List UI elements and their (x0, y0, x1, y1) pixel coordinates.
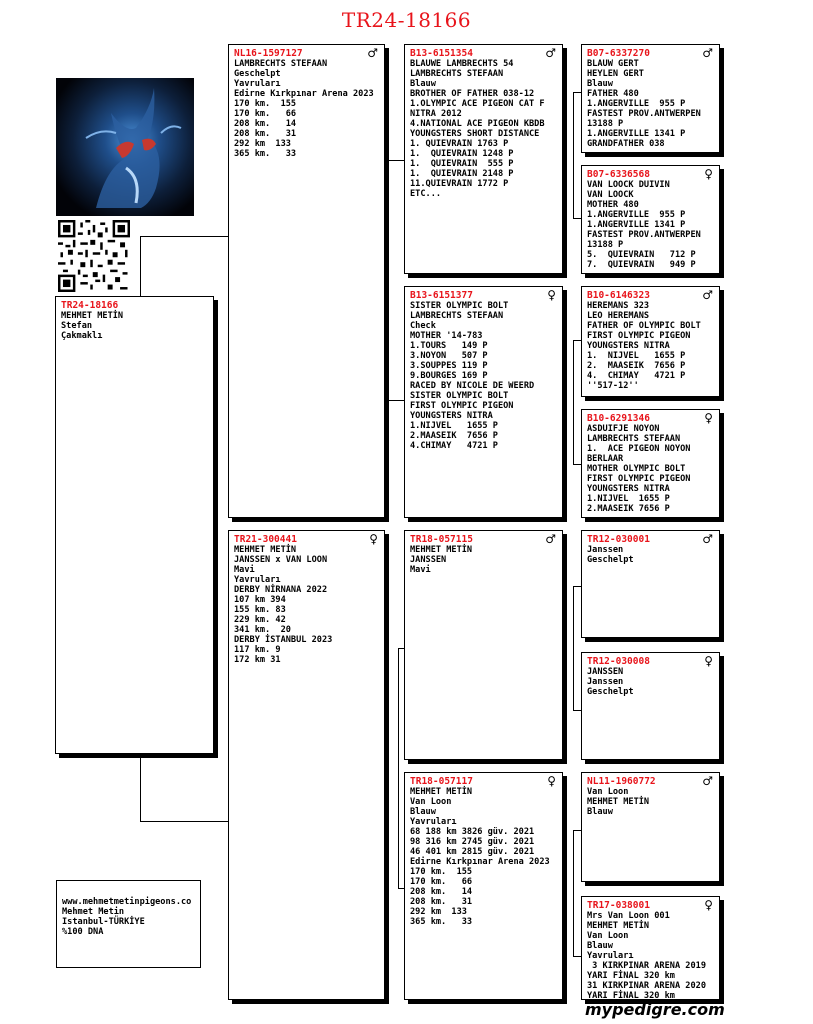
dragon-image (56, 78, 194, 216)
male-icon: ♂ (702, 532, 713, 546)
pedigree-line: 46 401 km 2815 güv. 2021 (410, 847, 535, 857)
pedigree-line: Janssen (587, 677, 624, 687)
pedigree-line: HEREMANS 323 (587, 301, 650, 311)
pedigree-line: LAMBRECHTS STEFAAN (410, 69, 504, 79)
sire-sire-lines (410, 59, 557, 199)
pedigree-line: Check (410, 321, 436, 331)
ddd-card[interactable] (581, 896, 720, 1000)
pedigree-line: Mrs Van Loon 001 (587, 911, 670, 921)
sire-card[interactable] (228, 44, 385, 518)
sss-card[interactable] (581, 44, 720, 153)
pedigree-line: Yavruları (234, 79, 281, 89)
sire-dam-card[interactable] (404, 286, 563, 518)
connector-line (140, 821, 229, 822)
dsd-lines (587, 667, 714, 697)
pedigree-line: 5. QUIEVRAIN 712 P (587, 250, 696, 260)
pedigree-line: 208 km. 14 (234, 119, 297, 129)
pedigree-line: YARI FİNAL 320 km (587, 971, 675, 981)
ddd-ring: TR17-038001 (587, 900, 650, 911)
pedigree-line: Geschelpt (587, 687, 634, 697)
male-icon: ♂ (545, 532, 556, 546)
sdd-lines (587, 424, 714, 514)
dam-sire-card[interactable] (404, 530, 563, 760)
ssd-lines (587, 180, 714, 270)
pedigree-line: YOUNGSTERS SHORT DISTANCE (410, 129, 540, 139)
pedigree-line: 13188 P (587, 240, 624, 250)
pedigree-line: YOUNGSTERS NITRA (587, 341, 670, 351)
pedigree-line: NITRA 2012 (410, 109, 462, 119)
pedigree-line: JANSSEN x VAN LOON (234, 555, 328, 565)
pedigree-line: 1. ACE PIGEON NOYON (587, 444, 691, 454)
dds-ring: NL11-1960772 (587, 776, 656, 787)
pedigree-line: 1. NIJVEL 1655 P (587, 351, 686, 361)
connector-line (140, 236, 229, 237)
pedigree-line: Mavi (234, 565, 255, 575)
pedigree-line: MOTHER 480 (587, 200, 639, 210)
dss-card[interactable] (581, 530, 720, 638)
pedigree-line: 1. QUIEVRAIN 555 P (410, 159, 514, 169)
female-icon: ♀ (547, 774, 556, 788)
dam-card[interactable] (228, 530, 385, 1000)
sss-lines (587, 59, 714, 149)
pedigree-line: Van Loon (410, 797, 452, 807)
pedigree-line: 1.ANGERVILLE 1341 P (587, 220, 686, 230)
male-icon: ♂ (545, 46, 556, 60)
pedigree-line: ASDUIFJE NOYON (587, 424, 660, 434)
pedigree-line: RACED BY NICOLE DE WEERD (410, 381, 535, 391)
pedigree-line: 170 km. 66 (234, 109, 297, 119)
subject-line: Çakmaklı (61, 331, 103, 341)
pedigree-line: BERLAAR (587, 454, 624, 464)
sire-dam-ring: B13-6151377 (410, 290, 473, 301)
pedigree-line: 7. QUIEVRAIN 949 P (587, 260, 696, 270)
pedigree-line: 292 km 133 (410, 907, 467, 917)
website-link[interactable]: www.mehmetmetinpigeons.co (62, 897, 192, 907)
male-icon: ♂ (367, 46, 378, 60)
pedigree-line: LAMBRECHTS STEFAAN (234, 59, 328, 69)
pedigree-line: Blauw (410, 807, 436, 817)
connector-line (573, 586, 574, 710)
pedigree-line: LEO HEREMANS (587, 311, 650, 321)
dam-dam-card[interactable] (404, 772, 563, 1000)
pedigree-line: 341 km. 20 (234, 625, 291, 635)
pedigree-line: FIRST OLYMPIC PIGEON (587, 474, 691, 484)
pedigree-line: FASTEST PROV.ANTWERPEN (587, 109, 701, 119)
breeder-info-box (56, 880, 201, 968)
pedigree-line: ETC... (410, 189, 442, 199)
pedigree-line: MEHMET METİN (234, 545, 297, 555)
connector-line (573, 92, 574, 218)
pedigree-line: Edirne Kırkpınar Arena 2023 (410, 857, 550, 867)
pedigree-line: BLAUWE LAMBRECHTS 54 (410, 59, 514, 69)
connector-line (384, 160, 405, 161)
sdd-card[interactable] (581, 409, 720, 518)
dam-sire-ring: TR18-057115 (410, 534, 473, 545)
dds-lines (587, 787, 714, 817)
sds-lines (587, 301, 714, 391)
dam-ring: TR21-300441 (234, 534, 297, 545)
pedigree-line: 107 km 394 (234, 595, 286, 605)
sire-dam-lines (410, 301, 557, 451)
pedigree-line: FIRST OLYMPIC PIGEON (587, 331, 691, 341)
pedigree-line: YOUNGSTERS NITRA (587, 484, 670, 494)
pedigree-line: 2. MAASEIK 7656 P (587, 361, 686, 371)
pedigree-line: 1.ANGERVILLE 955 P (587, 99, 686, 109)
breeder-name: Mehmet Metin (62, 907, 125, 917)
pedigree-line: 2.MAASEIK 7656 P (410, 431, 498, 441)
pedigree-line: 4.NATIONAL ACE PIGEON KBDB (410, 119, 545, 129)
brand-logo-text[interactable]: mypedigre.com (585, 1000, 725, 1019)
pedigree-line: 1.NIJVEL 1655 P (587, 494, 670, 504)
pedigree-line: Yavruları (587, 951, 634, 961)
pedigree-line: MOTHER '14-783 (410, 331, 483, 341)
pedigree-line: VAN LOOCK DUIVIN (587, 180, 670, 190)
male-icon: ♂ (702, 288, 713, 302)
pedigree-line: ''517-12'' (587, 381, 639, 391)
female-icon: ♀ (369, 532, 378, 546)
pedigree-line: Blauw (410, 79, 436, 89)
pedigree-line: GRANDFATHER 038 (587, 139, 665, 149)
connector-line (573, 830, 574, 956)
ssd-card[interactable] (581, 165, 720, 274)
pedigree-line: MEHMET METİN (587, 921, 650, 931)
pedigree-line: YARI FİNAL 320 km (587, 991, 675, 1000)
dds-card[interactable] (581, 772, 720, 882)
pedigree-line: Geschelpt (234, 69, 281, 79)
pedigree-line: YOUNGSTERS NITRA (410, 411, 493, 421)
pedigree-line: 170 km. 155 (410, 867, 473, 877)
pedigree-line: LAMBRECHTS STEFAAN (410, 311, 504, 321)
pedigree-line: MEHMET METİN (410, 787, 473, 797)
sire-sire-card[interactable] (404, 44, 563, 274)
subject-ring: TR24-18166 (61, 300, 119, 311)
page-title: TR24-18166 (341, 8, 472, 32)
dam-sire-lines (410, 545, 557, 575)
pedigree-line: 68 188 km 3826 güv. 2021 (410, 827, 535, 837)
pedigree-line: 13188 P (587, 119, 624, 129)
pedigree-line: 3.SOUPPES 119 P (410, 361, 488, 371)
pedigree-line: JANSSEN (587, 667, 624, 677)
female-icon: ♀ (704, 167, 713, 181)
pedigree-line: JANSSEN (410, 555, 447, 565)
pedigree-line: DERBY İSTANBUL 2023 (234, 635, 333, 645)
male-icon: ♂ (702, 46, 713, 60)
female-icon: ♀ (704, 898, 713, 912)
pedigree-line: 98 316 km 2745 güv. 2021 (410, 837, 535, 847)
pedigree-line: MEHMET METİN (587, 797, 650, 807)
pedigree-line: SISTER OLYMPIC BOLT (410, 391, 509, 401)
pedigree-line: FIRST OLYMPIC PIGEON (410, 401, 514, 411)
pedigree-line: 208 km. 14 (410, 887, 473, 897)
pedigree-line: 292 km 133 (234, 139, 291, 149)
pedigree-line: FATHER 480 (587, 89, 639, 99)
female-icon: ♀ (547, 288, 556, 302)
pedigree-line: 1.ANGERVILLE 955 P (587, 210, 686, 220)
ddd-lines (587, 911, 714, 1000)
pedigree-line: Mavi (410, 565, 431, 575)
subject-line: Stefan (61, 321, 93, 331)
sds-card[interactable] (581, 286, 720, 397)
pedigree-line: 229 km. 42 (234, 615, 286, 625)
pedigree-line: 1. QUIEVRAIN 1763 P (410, 139, 509, 149)
connector-line (398, 648, 399, 888)
connector-line (384, 400, 405, 401)
pedigree-line: 117 km. 9 (234, 645, 281, 655)
pedigree-line: Janssen (587, 545, 624, 555)
pedigree-line: 1.NIJVEL 1655 P (410, 421, 498, 431)
dsd-card[interactable] (581, 652, 720, 760)
connector-line (140, 236, 141, 296)
pedigree-line: Blauw (587, 941, 613, 951)
pedigree-line: Van Loon (587, 931, 629, 941)
pedigree-line: 4. CHIMAY 4721 P (587, 371, 686, 381)
sire-lines (234, 59, 379, 159)
pedigree-line: HEYLEN GERT (587, 69, 644, 79)
pedigree-line: 1. QUIEVRAIN 2148 P (410, 169, 514, 179)
pedigree-line: Blauw (587, 807, 613, 817)
dss-lines (587, 545, 714, 565)
pedigree-line: 3 KIRKPINAR ARENA 2019 (587, 961, 706, 971)
pedigree-line: 4.CHIMAY 4721 P (410, 441, 498, 451)
male-icon: ♂ (702, 774, 713, 788)
subject-card[interactable] (55, 296, 214, 754)
pedigree-line: Yavruları (410, 817, 457, 827)
pedigree-line: Edirne Kırkpınar Arena 2023 (234, 89, 374, 99)
dsd-ring: TR12-030008 (587, 656, 650, 667)
dam-dam-ring: TR18-057117 (410, 776, 473, 787)
dam-dam-lines (410, 787, 557, 927)
pedigree-line: 31 KIRKPINAR ARENA 2020 (587, 981, 706, 991)
pedigree-line: SISTER OLYMPIC BOLT (410, 301, 509, 311)
pedigree-line: 170 km. 66 (410, 877, 473, 887)
pedigree-line: Blauw (587, 79, 613, 89)
female-icon: ♀ (704, 654, 713, 668)
pedigree-line: MOTHER OLYMPIC BOLT (587, 464, 686, 474)
pedigree-line: 11.QUIEVRAIN 1772 P (410, 179, 509, 189)
sds-ring: B10-6146323 (587, 290, 650, 301)
ssd-ring: B07-6336568 (587, 169, 650, 180)
pedigree-line: 3.NOYON 507 P (410, 351, 488, 361)
pedigree-line: Yavruları (234, 575, 281, 585)
pedigree-line: BLAUW GERT (587, 59, 639, 69)
pedigree-line: FASTEST PROV.ANTWERPEN (587, 230, 701, 240)
qr-code[interactable] (58, 220, 130, 292)
sire-sire-ring: B13-6151354 (410, 48, 473, 59)
pedigree-line: 172 km 31 (234, 655, 281, 665)
pedigree-line: 365 km. 33 (410, 917, 473, 927)
pedigree-line: 1.TOURS 149 P (410, 341, 488, 351)
pedigree-line: 1.OLYMPIC ACE PIGEON CAT F (410, 99, 545, 109)
pedigree-line: Geschelpt (587, 555, 634, 565)
dragon-icon (56, 78, 194, 216)
connector-line (573, 340, 574, 464)
subject-line: MEHMET METİN (61, 311, 124, 321)
pedigree-line: FATHER OF OLYMPIC BOLT (587, 321, 701, 331)
pedigree-line: MEHMET METİN (410, 545, 473, 555)
pedigree-line: 2.MAASEIK 7656 P (587, 504, 670, 514)
sdd-ring: B10-6291346 (587, 413, 650, 424)
pedigree-line: 365 km. 33 (234, 149, 297, 159)
pedigree-line: LAMBRECHTS STEFAAN (587, 434, 681, 444)
dss-ring: TR12-030001 (587, 534, 650, 545)
connector-line (140, 755, 141, 821)
breeder-location: Istanbul-TÜRKİYE (62, 917, 145, 927)
pedigree-line: 155 km. 83 (234, 605, 286, 615)
sire-ring: NL16-1597127 (234, 48, 303, 59)
pedigree-line: VAN LOOCK (587, 190, 634, 200)
pedigree-line: 208 km. 31 (410, 897, 473, 907)
pedigree-line: DERBY NİRNANA 2022 (234, 585, 328, 595)
pedigree-line: 1.ANGERVILLE 1341 P (587, 129, 686, 139)
dam-lines (234, 545, 379, 665)
pedigree-line: Van Loon (587, 787, 629, 797)
pedigree-line: 9.BOURGES 169 P (410, 371, 488, 381)
pedigree-line: 1. QUIEVRAIN 1248 P (410, 149, 514, 159)
dna-note: %100 DNA (62, 927, 104, 937)
sss-ring: B07-6337270 (587, 48, 650, 59)
pedigree-line: BROTHER OF FATHER 038-12 (410, 89, 535, 99)
female-icon: ♀ (704, 411, 713, 425)
pedigree-line: 208 km. 31 (234, 129, 297, 139)
pedigree-line: 170 km. 155 (234, 99, 297, 109)
